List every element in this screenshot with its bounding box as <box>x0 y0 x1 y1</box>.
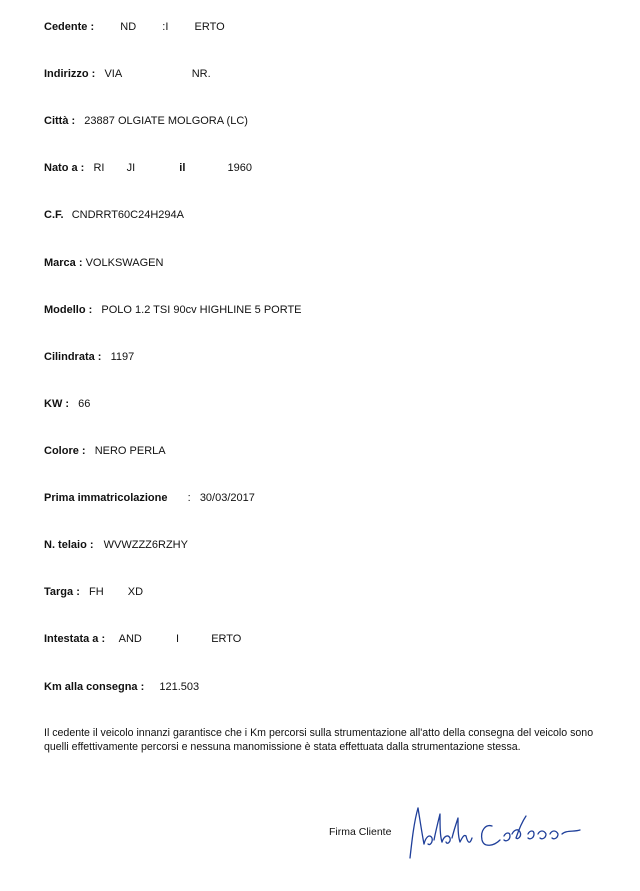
label-citta: Città : <box>44 115 76 127</box>
field-prima-immatricolazione <box>44 491 255 505</box>
value-cedente-part2: :I <box>162 21 169 33</box>
value-telaio: WVWZZZ6RZHY <box>103 539 188 551</box>
field-colore <box>44 444 166 458</box>
value-nato-a-part2: JI <box>126 162 136 174</box>
label-marca: Marca : <box>44 257 83 269</box>
label-nato-a: Nato a : <box>44 162 85 174</box>
label-telaio: N. telaio : <box>44 539 94 551</box>
value-nato-year: 1960 <box>227 162 253 174</box>
field-codice-fiscale <box>44 208 184 222</box>
field-km-consegna <box>44 680 199 694</box>
field-telaio <box>44 538 188 552</box>
field-cilindrata <box>44 350 134 364</box>
field-marca <box>44 256 163 270</box>
label-cilindrata: Cilindrata : <box>44 351 102 363</box>
value-indirizzo-via: VIA <box>104 68 122 80</box>
value-intestata-part3: ERTO <box>211 633 242 645</box>
value-marca: VOLKSWAGEN <box>85 257 164 269</box>
value-citta: 23887 OLGIATE MOLGORA (LC) <box>84 115 248 127</box>
field-indirizzo <box>44 67 211 81</box>
signature-label: Firma Cliente <box>329 826 392 838</box>
label-indirizzo: Indirizzo : <box>44 68 96 80</box>
label-km-consegna: Km alla consegna : <box>44 681 145 693</box>
label-cedente: Cedente : <box>44 21 95 33</box>
value-colore: NERO PERLA <box>94 445 166 457</box>
label-intestata-a: Intestata a : <box>44 633 106 645</box>
declaration-paragraph: Il cedente il veicolo innanzi garantisce che i Km percorsi sulla strumentazione all'atto della consegna del veicolo sono quelli effettivamente percorsi e nessuna manomissione è stata effettuata dalla strumentazione stessa. <box>44 727 594 753</box>
value-km-consegna: 121.503 <box>159 681 200 693</box>
value-cf: CNDRRT60C24H294A <box>71 209 184 221</box>
field-kw <box>44 397 90 411</box>
value-cedente-part3: ERTO <box>194 21 225 33</box>
value-prima-immatricolazione: 30/03/2017 <box>199 492 255 504</box>
field-targa <box>44 585 143 599</box>
field-modello <box>44 303 302 317</box>
value-modello: POLO 1.2 TSI 90cv HIGHLINE 5 PORTE <box>101 304 302 316</box>
separator-prima-immatricolazione: : <box>187 492 191 504</box>
value-targa-part2: XD <box>127 586 144 598</box>
label-prima-immatricolazione: Prima immatricolazione <box>44 492 168 504</box>
value-targa-part1: FH <box>88 586 104 598</box>
field-intestata-a <box>44 632 241 646</box>
value-intestata-part2: I <box>176 633 180 645</box>
field-nato-a <box>44 161 252 175</box>
value-cilindrata: 1197 <box>110 351 135 363</box>
label-targa: Targa : <box>44 586 80 598</box>
label-colore: Colore : <box>44 445 86 457</box>
value-kw: 66 <box>78 398 91 410</box>
value-cedente-part1: ND <box>120 21 137 33</box>
label-kw: KW : <box>44 398 70 410</box>
value-intestata-part1: AND <box>118 633 142 645</box>
field-citta <box>44 114 248 128</box>
label-cf: C.F. <box>44 209 64 221</box>
value-nato-a-part1: RI <box>93 162 105 174</box>
value-indirizzo-nr: NR. <box>191 68 211 80</box>
value-nato-il: il <box>179 162 186 174</box>
signature-strokes <box>410 808 580 858</box>
handwritten-signature <box>400 800 600 870</box>
field-cedente <box>44 20 225 34</box>
label-modello: Modello : <box>44 304 93 316</box>
